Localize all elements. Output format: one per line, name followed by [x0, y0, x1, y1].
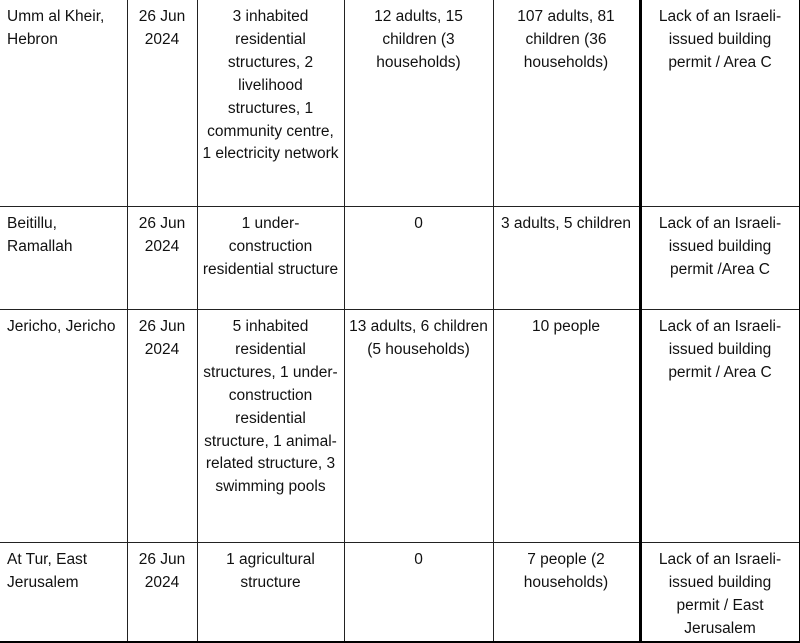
- affected-cell: 107 adults, 81 children (36 households): [493, 0, 640, 207]
- table-row: [0, 543, 800, 642]
- displaced-cell: 0: [344, 207, 493, 310]
- reason-cell: Lack of an Israeli-issued building permit / East Jerusalem: [640, 543, 800, 642]
- structures-cell: 1 under-construction residential structure: [197, 207, 344, 310]
- affected-cell: 10 people: [493, 310, 640, 543]
- table-row: [0, 207, 800, 310]
- location-cell: Beitillu, Ramallah: [0, 207, 127, 310]
- structures-cell: 5 inhabited residential structures, 1 under-construction residential structure, 1 animal-related structure, 3 swimming pools: [197, 310, 344, 543]
- date-cell: 26 Jun 2024: [127, 0, 197, 207]
- location-cell: Jericho, Jericho: [0, 310, 127, 543]
- location-cell: At Tur, East Jerusalem: [0, 543, 127, 642]
- table-row: [0, 0, 800, 207]
- table-row: [0, 310, 800, 543]
- displaced-cell: 12 adults, 15 children (3 households): [344, 0, 493, 207]
- affected-cell: 3 adults, 5 children: [493, 207, 640, 310]
- reason-cell: Lack of an Israeli-issued building permit / Area C: [640, 0, 800, 207]
- location-cell: Umm al Kheir, Hebron: [0, 0, 127, 207]
- reason-cell: Lack of an Israeli-issued building permit /Area C: [640, 207, 800, 310]
- date-cell: 26 Jun 2024: [127, 543, 197, 642]
- reason-cell: Lack of an Israeli-issued building permit / Area C: [640, 310, 800, 543]
- date-cell: 26 Jun 2024: [127, 310, 197, 543]
- structures-cell: 3 inhabited residential structures, 2 livelihood structures, 1 community centre, 1 electricity network: [197, 0, 344, 207]
- date-cell: 26 Jun 2024: [127, 207, 197, 310]
- displaced-cell: 0: [344, 543, 493, 642]
- displaced-cell: 13 adults, 6 children (5 households): [344, 310, 493, 543]
- affected-cell: 7 people (2 households): [493, 543, 640, 642]
- structures-cell: 1 agricultural structure: [197, 543, 344, 642]
